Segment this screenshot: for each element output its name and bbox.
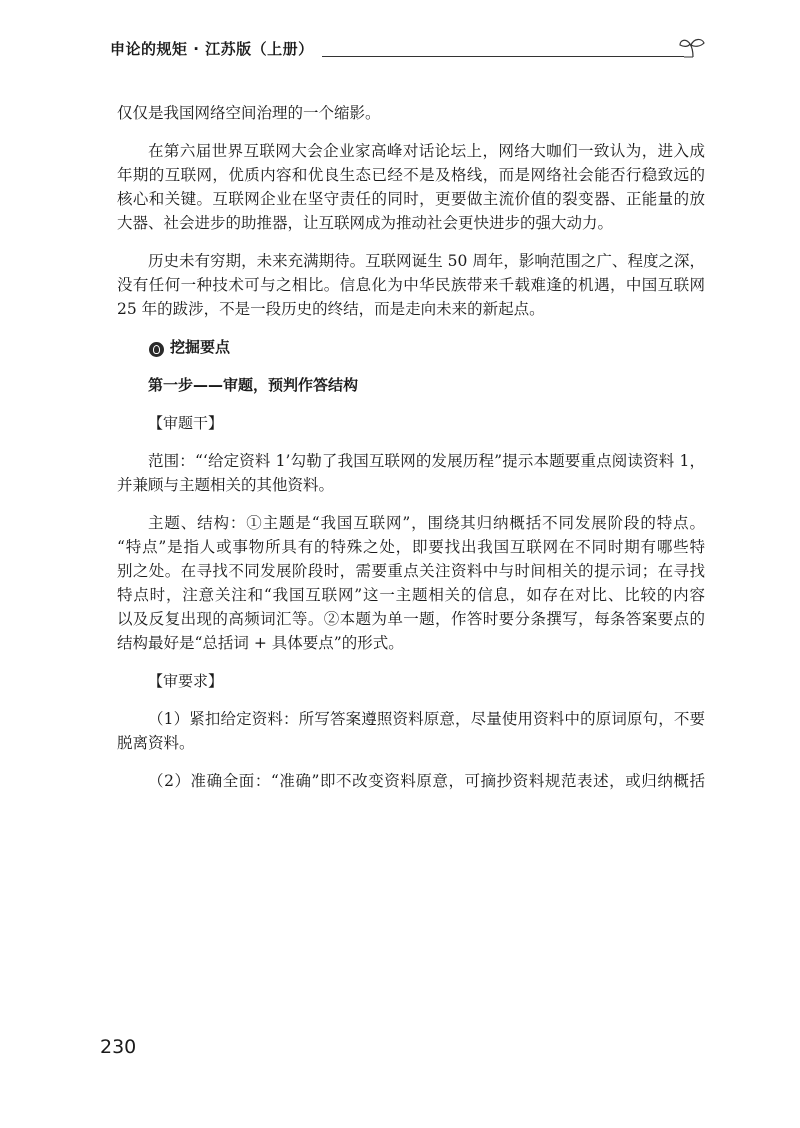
paragraph-line: 年期的互联网，优质内容和优良生态已经不是及格线，而是网络社会能否行稳致远的	[117, 166, 705, 184]
section-title: 挖掘要点	[170, 338, 231, 356]
sprout-icon	[678, 36, 708, 62]
paragraph-line: “特点”是指人或事物所具有的特殊之处，即要找出我国互联网在不同时期有哪些特	[117, 538, 705, 556]
paragraph-line: 没有任何一种技术可与之相比。信息化为中华民族带来千载难逢的机遇，中国互联网	[117, 276, 705, 294]
paragraph-line: 历史未有穷期，未来充满期待。互联网诞生 50 周年，影响范围之广、程度之深，	[148, 252, 705, 270]
paragraph-line: （2）准确全面：“准确”即不改变资料原意，可摘抄资料规范表述，或归纳概括	[148, 772, 705, 790]
paragraph-line: 大器、社会进步的助推器，让互联网成为推动社会更快进步的强大动力。	[117, 214, 614, 232]
paragraph-line: 25 年的跋涉，不是一段历史的终结，而是走向未来的新起点。	[117, 300, 545, 318]
paragraph-line: 脱离资料。	[117, 734, 195, 752]
paragraph-line: 主题、结构：①主题是“我国互联网”，围绕其归纳概括不同发展阶段的特点。	[148, 514, 705, 532]
paragraph-line: 以及反复出现的高频词汇等。②本题为单一题，作答时要分条撰写，每条答案要点的	[117, 610, 705, 628]
section-heading	[117, 335, 705, 359]
book-title: 申论的规矩 · 江苏版（上册）	[110, 40, 314, 58]
paragraph-line: 范围：“‘给定资料 1’勾勒了我国互联网的发展历程”提示本题要重点阅读资料 1，	[148, 452, 705, 470]
label-requirement: 【审要求】	[148, 672, 224, 690]
running-header	[110, 36, 710, 66]
paragraph-line: （1）紧扣给定资料：所写答案遵照资料原意，尽量使用资料中的原词原句，不要	[148, 710, 705, 728]
page-number: 230	[100, 1036, 137, 1058]
paragraph-line: 并兼顾与主题相关的其他资料。	[117, 476, 335, 494]
paragraph-line: 别之处。在寻找不同发展阶段时，需要重点关注资料中与时间相关的提示词；在寻找	[117, 562, 705, 580]
paragraph-line: 结构最好是“总括词 + 具体要点”的形式。	[117, 634, 404, 652]
step-title: 第一步——审题，预判作答结构	[148, 376, 359, 394]
paragraph-line: 在第六届世界互联网大会企业家高峰对话论坛上，网络大咖们一致认为，进入成	[148, 142, 705, 160]
label-stem: 【审题干】	[148, 414, 224, 432]
header-rule	[322, 56, 684, 57]
paragraph-line: 特点时，注意关注和“我国互联网”这一主题相关的信息，如存在对比、比较的内容	[117, 586, 705, 604]
page-body	[117, 101, 705, 793]
bulb-icon	[149, 342, 164, 357]
paragraph-line: 核心和关键。互联网企业在坚守责任的同时，更要做主流价值的裂变器、正能量的放	[117, 190, 705, 208]
paragraph-line: 仅仅是我国网络空间治理的一个缩影。	[117, 104, 381, 122]
